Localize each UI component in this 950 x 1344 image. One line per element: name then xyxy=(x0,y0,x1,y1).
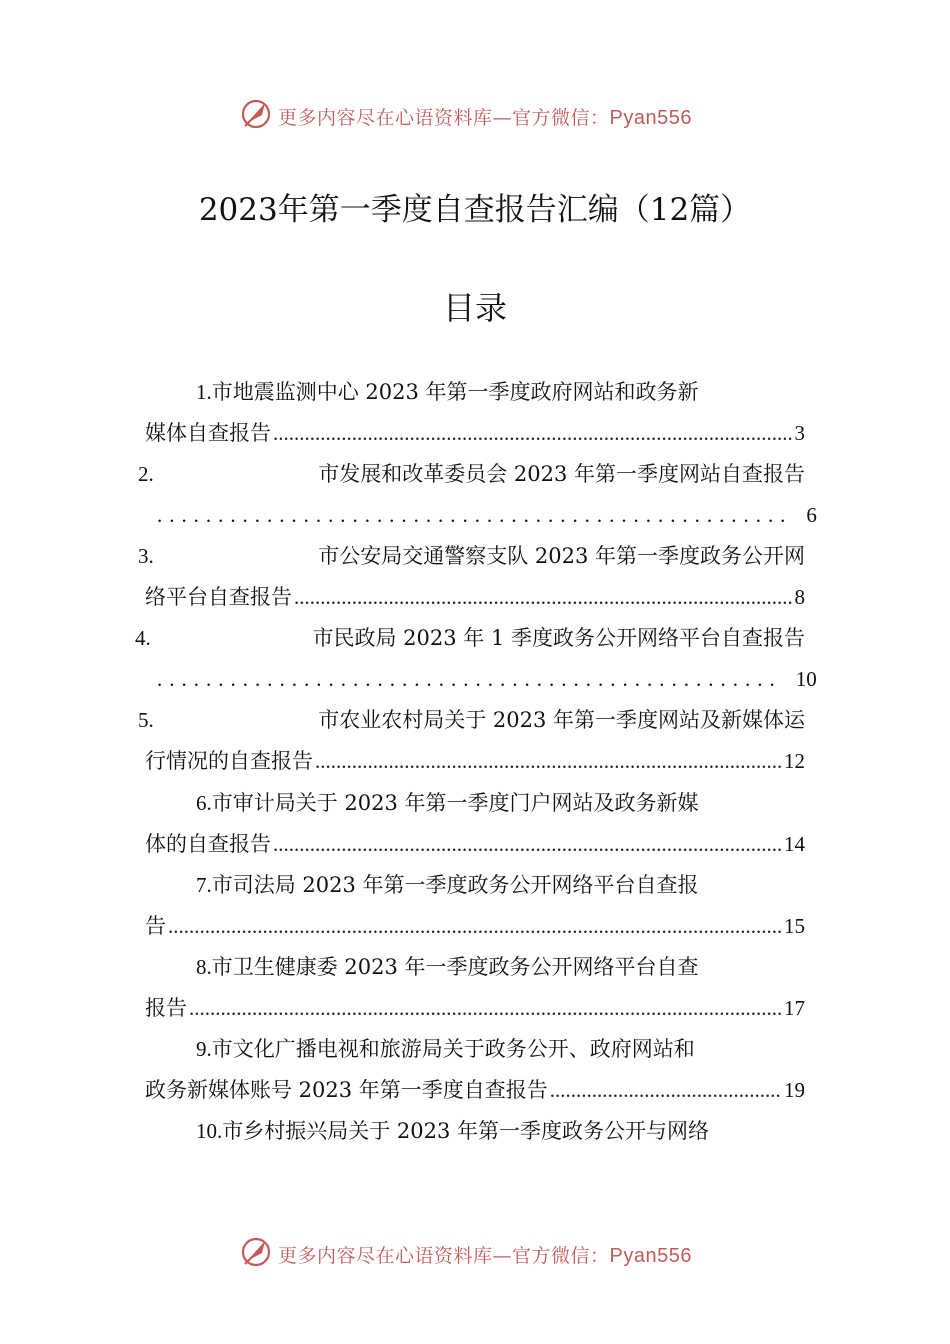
page-number: 8 xyxy=(794,585,805,609)
page-number: 17 xyxy=(784,996,805,1020)
page-number: 12 xyxy=(784,749,805,773)
toc-entry-4[interactable]: 4. 市民政局 2023 年 1 季度政务公开网络平台自查报告 xyxy=(135,626,805,650)
toc-entry-4-cont[interactable]: . . . . . . . . . . . . . . . . . . . . . . . . . . . . . . . . . . . . . . . . . . . . . . . . . . . 10 xyxy=(145,662,827,696)
page-number: 15 xyxy=(784,914,805,938)
document-title: 2023年第一季度自查报告汇编（12篇） xyxy=(198,192,752,228)
toc-entry-6[interactable]: 6.市审计局关于 2023 年第一季度门户网站及政务新媒 xyxy=(196,791,699,815)
toc-entry-9[interactable]: 9.市文化广播电视和旅游局关于政务公开、政府网站和 xyxy=(196,1037,695,1061)
page-number: 6 xyxy=(806,503,817,527)
quill-logo-icon xyxy=(239,97,273,131)
toc-entry-8-cont[interactable]: 报告 ..... 17 xyxy=(145,991,805,1025)
toc-entry-1[interactable]: 1.市地震监测中心 2023 年第一季度政府网站和政务新 xyxy=(196,380,699,404)
header-watermark-banner xyxy=(0,95,950,135)
toc-heading: 目录 xyxy=(442,289,507,327)
toc-entry-5[interactable]: 5. 市农业农村局关于 2023 年第一季度网站及新媒体运 xyxy=(138,708,805,732)
toc-entry-5-cont[interactable]: 行情况的自查报告 ..... 12 xyxy=(145,744,805,778)
toc-entry-10[interactable]: 10.市乡村振兴局关于 2023 年第一季度政务公开与网络 xyxy=(196,1119,710,1143)
page-number: 19 xyxy=(784,1078,805,1102)
toc-entry-7-cont[interactable]: 告 ..... 15 xyxy=(145,909,805,943)
toc-entry-2-cont[interactable]: . . . . . . . . . . . . . . . . . . . . . . . . . . . . . . . . . . . . . . . . . . . . . . . . . . . . 6 xyxy=(145,498,827,532)
toc-entry-9-cont[interactable]: 政务新媒体账号 2023 年第一季度自查报告 ..... 19 xyxy=(145,1073,805,1107)
footer-watermark-banner xyxy=(0,1233,950,1273)
toc-entry-7[interactable]: 7.市司法局 2023 年第一季度政务公开网络平台自查报 xyxy=(196,873,699,897)
page-number: 3 xyxy=(794,421,805,445)
banner-text: 更多内容尽在心语资料库—官方微信：Pyan556 xyxy=(278,1245,692,1267)
banner-text: 更多内容尽在心语资料库—官方微信：Pyan556 xyxy=(278,107,692,129)
page-number: 14 xyxy=(784,832,805,856)
toc-entry-8[interactable]: 8.市卫生健康委 2023 年一季度政务公开网络平台自查 xyxy=(196,955,699,979)
toc-entry-3-cont[interactable]: 络平台自查报告 ..... 8 xyxy=(145,580,805,614)
toc-entry-6-cont[interactable]: 体的自查报告 ..... 14 xyxy=(145,827,805,861)
toc-entry-2[interactable]: 2. 市发展和改革委员会 2023 年第一季度网站自查报告 xyxy=(138,462,805,486)
toc-entry-1-cont[interactable]: 媒体自查报告 ..... 3 xyxy=(145,416,805,450)
quill-logo-icon xyxy=(239,1235,273,1269)
page-number: 10 xyxy=(795,667,817,691)
toc-entry-3[interactable]: 3. 市公安局交通警察支队 2023 年第一季度政务公开网 xyxy=(138,544,805,568)
